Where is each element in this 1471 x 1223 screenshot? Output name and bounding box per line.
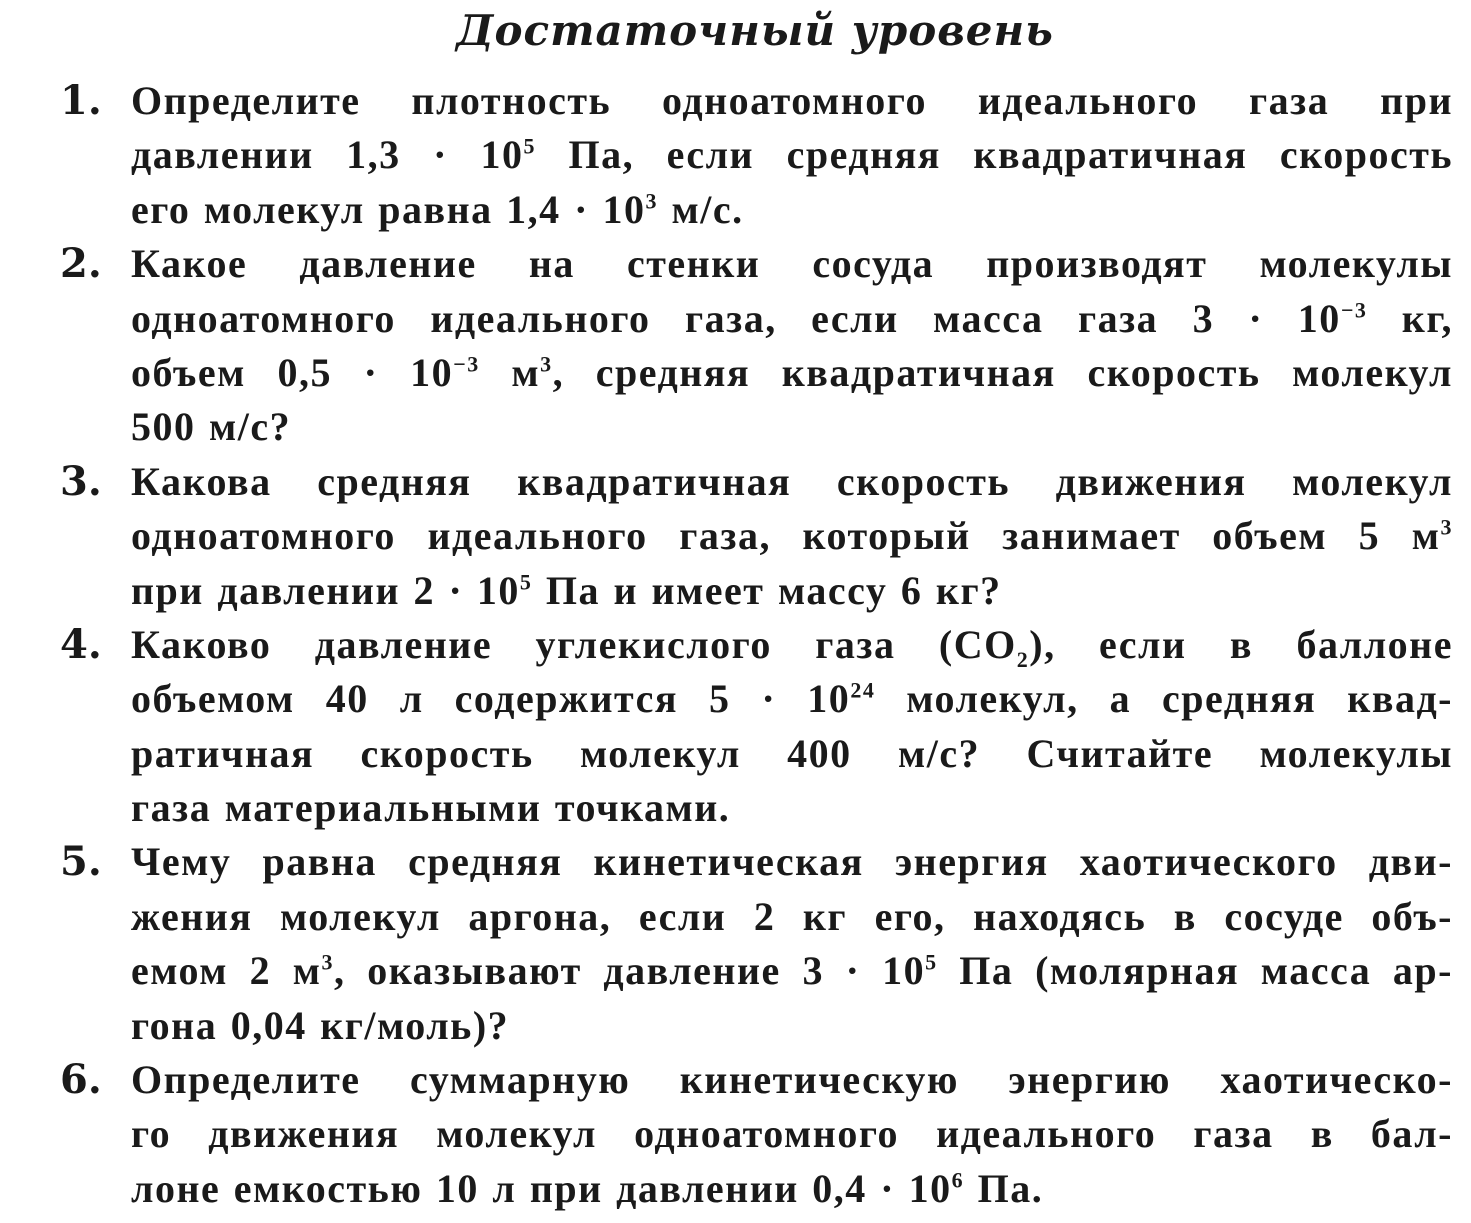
problem-number: 6. xyxy=(60,1056,102,1104)
problem-line: одноатомного идеального газа, который занимает объем 5 $м^3$ xyxy=(131,513,1453,559)
problem-line: Определите суммарную кинетическую энергию хаотическо- xyxy=(131,1057,1453,1103)
problem-line: лоне емкостью 10 л при давлении $0,4 \cdot 10^6$ Па. xyxy=(131,1165,1044,1211)
section-heading: Достаточный уровень xyxy=(456,6,1054,55)
problem-number: 4. xyxy=(60,620,102,668)
problem-3 xyxy=(0,455,1471,618)
problem-line: его молекул равна $1,4 \cdot 10^3$ м/с. xyxy=(131,186,744,232)
problem-number: 3. xyxy=(60,457,102,505)
problem-2 xyxy=(0,237,1471,455)
problem-line: давлении $1,3 \cdot 10^5$ Па, если средняя квадратичная скорость xyxy=(131,132,1453,178)
problem-1 xyxy=(0,74,1471,237)
problem-line: гона 0,04 кг/моль)? xyxy=(131,1002,510,1048)
problem-line: емом 2 $м^3$, оказывают давление $3 \cdot 10^5$ Па (молярная масса ар- xyxy=(131,948,1453,994)
problem-line: при давлении $2 \cdot 10^5$ Па и имеет массу 6 кг? xyxy=(131,567,1002,613)
superscript: −3 xyxy=(1340,297,1368,323)
problem-line: Определите плотность одноатомного идеального газа при xyxy=(131,78,1453,123)
superscript: 24 xyxy=(850,677,876,703)
problem-6 xyxy=(0,1053,1471,1216)
problem-number: 2. xyxy=(60,240,102,288)
problem-list xyxy=(0,74,1471,1216)
problem-line: газа материальными точками. xyxy=(131,785,731,831)
superscript: 3 xyxy=(1440,514,1453,540)
problem-line: объемом 40 л содержится $5 \cdot 10^{24}$ молекул, а средняя квад- xyxy=(131,676,1453,722)
problem-number: 1. xyxy=(60,77,102,124)
problem-line: го движения молекул одноатомного идеального газа в бал- xyxy=(131,1111,1453,1157)
problem-line: 500 м/с? xyxy=(131,404,292,450)
problem-number: 5. xyxy=(60,838,102,886)
superscript: 3 xyxy=(645,188,658,214)
problem-line: Какое давление на стенки сосуда производят молекулы xyxy=(131,241,1453,287)
superscript: 5 xyxy=(519,569,533,595)
superscript: 3 xyxy=(540,351,553,377)
problem-line: Чему равна средняя кинетическая энергия хаотического дви- xyxy=(131,839,1453,885)
superscript: 3 xyxy=(321,949,335,975)
problem-5 xyxy=(0,835,1471,1053)
problem-line: объем $0,5 \cdot 10^{-3}$ $м^3$, средняя квадратичная скорость молекул xyxy=(131,349,1453,395)
problem-4 xyxy=(0,618,1471,836)
problem-line: одноатомного идеального газа, если масса газа $3 \cdot 10^{-3}$ кг, xyxy=(131,295,1453,341)
subscript: 2 xyxy=(1016,646,1030,672)
problem-line: Каково давление углекислого газа $(CO_2)$, если в баллоне xyxy=(131,621,1453,672)
problem-line: Какова средняя квадратичная скорость движения молекул xyxy=(131,458,1453,504)
superscript: 5 xyxy=(523,134,536,160)
problem-line: ратичная скорость молекул 400 м/с? Считайте молекулы xyxy=(131,730,1453,776)
problem-line: жения молекул аргона, если 2 кг его, находясь в сосуде объ- xyxy=(131,893,1453,939)
superscript: 6 xyxy=(951,1167,965,1193)
superscript: 5 xyxy=(925,949,938,975)
superscript: −3 xyxy=(453,351,480,377)
